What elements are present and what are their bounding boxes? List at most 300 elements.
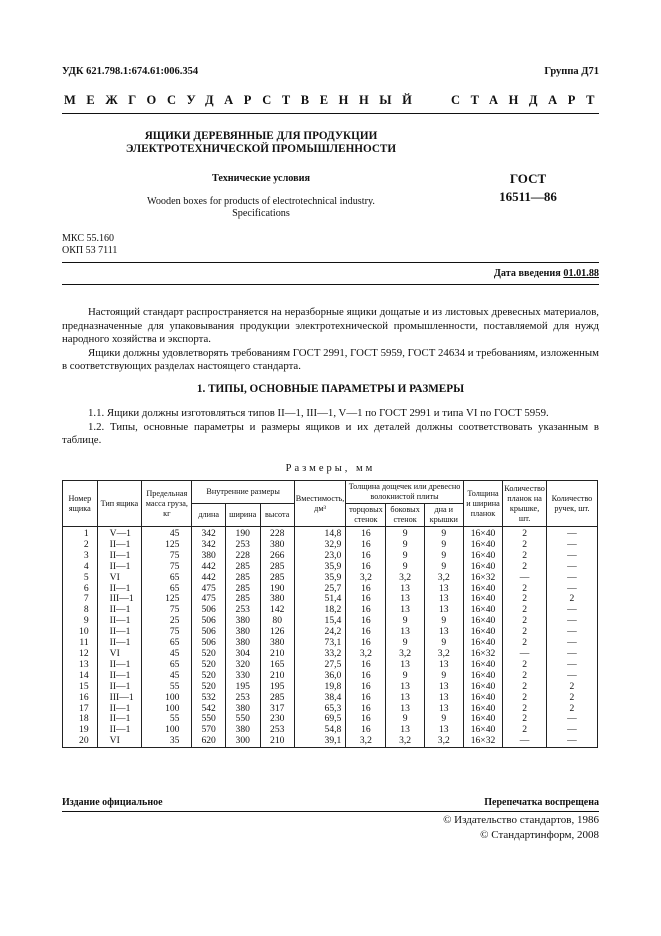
- cell-height: 195: [260, 682, 294, 693]
- copyright-2: © Стандартинформ, 2008: [480, 829, 599, 841]
- cell-length: 506: [192, 605, 225, 616]
- title-line-1: ЯЩИКИ ДЕРЕВЯННЫЕ ДЛЯ ПРОДУКЦИИ: [144, 130, 378, 142]
- cell-bottom-lid: 13: [424, 584, 463, 595]
- okp-code: ОКП 53 7111: [62, 245, 118, 256]
- cell-height: 317: [260, 704, 294, 715]
- cell-type: II—1: [97, 704, 142, 715]
- section-1-title: 1. ТИПЫ, ОСНОВНЫЕ ПАРАМЕТРЫ И РАЗМЕРЫ: [196, 383, 465, 395]
- table-row: [63, 736, 598, 747]
- cell-bottom-lid: 9: [424, 638, 463, 649]
- cell-handles: —: [546, 527, 597, 540]
- header-handles: Количество ручек, шт.: [546, 481, 597, 527]
- cell-lid-planks: 2: [503, 638, 547, 649]
- cell-volume: 14,8: [294, 527, 346, 540]
- cell-mass: 65: [142, 638, 192, 649]
- cell-mass: 55: [142, 682, 192, 693]
- cell-side-wall: 13: [386, 725, 424, 736]
- intro-paragraph-1: Настоящий стандарт распространяется на неразборные ящики дощатые и из листовых древесных материалов, предназначенные для упаковывания продукции электротехнической промышленности, поставляемой для нужд народного хозяйства и экспорта.: [62, 306, 599, 345]
- cell-handles: —: [546, 671, 597, 682]
- cell-side-wall: 13: [386, 627, 424, 638]
- classification-codes: [62, 233, 117, 257]
- cell-height: 266: [260, 551, 294, 562]
- codes-rule: [62, 262, 599, 263]
- cell-volume: 39,1: [294, 736, 346, 747]
- cell-type: II—1: [97, 605, 142, 616]
- cell-handles: —: [546, 725, 597, 736]
- cell-volume: 35,9: [294, 573, 346, 584]
- cell-width: 380: [225, 638, 260, 649]
- cell-height: 190: [260, 584, 294, 595]
- cell-plank-size: 16×40: [463, 704, 503, 715]
- header-end-walls: торцовых стенок: [346, 504, 386, 527]
- copyright-1: © Издательство стандартов, 1986: [443, 814, 599, 826]
- header-side-walls: боковых стенок: [386, 504, 424, 527]
- cell-handles: —: [546, 573, 597, 584]
- cell-volume: 27,5: [294, 660, 346, 671]
- cell-volume: 38,4: [294, 693, 346, 704]
- cell-volume: 35,9: [294, 562, 346, 573]
- cell-bottom-lid: 9: [424, 527, 463, 540]
- cell-volume: 18,2: [294, 605, 346, 616]
- cell-type: VI: [97, 649, 142, 660]
- group-code: Группа Д71: [544, 66, 599, 77]
- cell-side-wall: 13: [386, 693, 424, 704]
- cell-number: 14: [63, 671, 98, 682]
- cell-plank-size: 16×40: [463, 627, 503, 638]
- cell-height: 142: [260, 605, 294, 616]
- cell-number: 11: [63, 638, 98, 649]
- cell-type: II—1: [97, 562, 142, 573]
- cell-height: 380: [260, 540, 294, 551]
- cell-bottom-lid: 9: [424, 562, 463, 573]
- table-row: [63, 562, 598, 573]
- cell-type: II—1: [97, 584, 142, 595]
- cell-length: 442: [192, 573, 225, 584]
- cell-lid-planks: 2: [503, 616, 547, 627]
- cell-width: 253: [225, 540, 260, 551]
- header-volume: Вместимость, дм³: [294, 481, 346, 527]
- cell-width: 253: [225, 605, 260, 616]
- header-plank-size: Толщина и ширина планок: [463, 481, 503, 527]
- intro-date-value: 01.01.88: [563, 268, 599, 279]
- cell-bottom-lid: 9: [424, 714, 463, 725]
- cell-type: II—1: [97, 682, 142, 693]
- cell-type: II—1: [97, 725, 142, 736]
- cell-length: 475: [192, 594, 225, 605]
- cell-handles: —: [546, 605, 597, 616]
- cell-handles: 2: [546, 693, 597, 704]
- cell-number: 9: [63, 616, 98, 627]
- cell-end-wall: 16: [346, 671, 386, 682]
- cell-bottom-lid: 3,2: [424, 736, 463, 747]
- header-mass: Предельная масса груза, кг: [142, 481, 192, 527]
- cell-width: 190: [225, 527, 260, 540]
- cell-type: V—1: [97, 527, 142, 540]
- cell-side-wall: 13: [386, 605, 424, 616]
- cell-plank-size: 16×40: [463, 714, 503, 725]
- cell-width: 380: [225, 616, 260, 627]
- cell-end-wall: 16: [346, 704, 386, 715]
- cell-height: 380: [260, 594, 294, 605]
- cell-lid-planks: —: [503, 649, 547, 660]
- cell-lid-planks: 2: [503, 594, 547, 605]
- cell-number: 1: [63, 527, 98, 540]
- document-title: [62, 130, 460, 156]
- header-rule: [62, 113, 599, 114]
- cell-number: 3: [63, 551, 98, 562]
- cell-end-wall: 16: [346, 562, 386, 573]
- table-row: [63, 527, 598, 540]
- clause-1-1: 1.1. Ящики должны изготовляться типов II—1, III—1, V—1 по ГОСТ 2991 и типа VI по ГОСТ 5959.: [88, 407, 549, 419]
- cell-mass: 55: [142, 714, 192, 725]
- cell-width: 330: [225, 671, 260, 682]
- cell-plank-size: 16×32: [463, 649, 503, 660]
- cell-mass: 35: [142, 736, 192, 747]
- cell-end-wall: 16: [346, 540, 386, 551]
- cell-end-wall: 16: [346, 551, 386, 562]
- cell-mass: 100: [142, 725, 192, 736]
- cell-mass: 65: [142, 584, 192, 595]
- cell-bottom-lid: 13: [424, 660, 463, 671]
- cell-height: 210: [260, 649, 294, 660]
- title-line-2: ЭЛЕКТРОТЕХНИЧЕСКОЙ ПРОМЫШЛЕННОСТИ: [125, 143, 397, 155]
- cell-handles: —: [546, 627, 597, 638]
- reprint-notice: Перепечатка воспрещена: [484, 797, 599, 808]
- cell-width: 195: [225, 682, 260, 693]
- cell-side-wall: 13: [386, 682, 424, 693]
- cell-handles: —: [546, 638, 597, 649]
- cell-bottom-lid: 9: [424, 616, 463, 627]
- cell-end-wall: 16: [346, 616, 386, 627]
- cell-lid-planks: 2: [503, 660, 547, 671]
- cell-mass: 75: [142, 551, 192, 562]
- cell-type: III—1: [97, 594, 142, 605]
- cell-number: 7: [63, 594, 98, 605]
- cell-width: 304: [225, 649, 260, 660]
- cell-width: 320: [225, 660, 260, 671]
- cell-bottom-lid: 13: [424, 725, 463, 736]
- table-row: [63, 693, 598, 704]
- cell-type: VI: [97, 573, 142, 584]
- cell-bottom-lid: 9: [424, 671, 463, 682]
- cell-number: 8: [63, 605, 98, 616]
- cell-volume: 25,7: [294, 584, 346, 595]
- cell-number: 2: [63, 540, 98, 551]
- cell-mass: 75: [142, 627, 192, 638]
- cell-mass: 65: [142, 573, 192, 584]
- cell-lid-planks: 2: [503, 562, 547, 573]
- cell-number: 16: [63, 693, 98, 704]
- cell-side-wall: 3,2: [386, 736, 424, 747]
- gost-block: [478, 170, 578, 206]
- cell-bottom-lid: 13: [424, 594, 463, 605]
- cell-width: 285: [225, 594, 260, 605]
- cell-side-wall: 9: [386, 562, 424, 573]
- cell-width: 300: [225, 736, 260, 747]
- cell-end-wall: 3,2: [346, 736, 386, 747]
- cell-end-wall: 16: [346, 638, 386, 649]
- section-1-text: [62, 407, 599, 448]
- cell-bottom-lid: 3,2: [424, 649, 463, 660]
- cell-handles: —: [546, 551, 597, 562]
- mks-code: МКС 55.160: [62, 233, 114, 244]
- cell-side-wall: 13: [386, 660, 424, 671]
- cell-mass: 25: [142, 616, 192, 627]
- table-row: [63, 573, 598, 584]
- cell-type: II—1: [97, 671, 142, 682]
- header-bottom-lid: дна и крышки: [424, 504, 463, 527]
- cell-lid-planks: —: [503, 736, 547, 747]
- cell-volume: 33,2: [294, 649, 346, 660]
- cell-number: 5: [63, 573, 98, 584]
- intro-paragraph-2: Ящики должны удовлетворять требованиям ГОСТ 2991, ГОСТ 5959, ГОСТ 24634 и требованиям, изложенным в соответствующих разделах настоящего стандарта.: [62, 346, 599, 372]
- cell-number: 4: [63, 562, 98, 573]
- cell-end-wall: 16: [346, 714, 386, 725]
- cell-bottom-lid: 13: [424, 704, 463, 715]
- cell-plank-size: 16×40: [463, 671, 503, 682]
- cell-mass: 125: [142, 594, 192, 605]
- cell-lid-planks: —: [503, 573, 547, 584]
- cell-handles: —: [546, 616, 597, 627]
- cell-side-wall: 9: [386, 551, 424, 562]
- cell-end-wall: 16: [346, 660, 386, 671]
- cell-volume: 73,1: [294, 638, 346, 649]
- clause-1-2: 1.2. Типы, основные параметры и размеры ящиков и их деталей должны соответствовать указанным в таблице.: [62, 420, 599, 446]
- cell-bottom-lid: 13: [424, 693, 463, 704]
- cell-mass: 45: [142, 527, 192, 540]
- cell-height: 80: [260, 616, 294, 627]
- cell-plank-size: 16×40: [463, 605, 503, 616]
- cell-volume: 19,8: [294, 682, 346, 693]
- cell-bottom-lid: 13: [424, 682, 463, 693]
- cell-bottom-lid: 3,2: [424, 573, 463, 584]
- cell-lid-planks: 2: [503, 527, 547, 540]
- cell-bottom-lid: 9: [424, 551, 463, 562]
- cell-width: 228: [225, 551, 260, 562]
- cell-end-wall: 16: [346, 725, 386, 736]
- cell-lid-planks: 2: [503, 551, 547, 562]
- cell-number: 6: [63, 584, 98, 595]
- cell-mass: 65: [142, 660, 192, 671]
- cell-end-wall: 16: [346, 584, 386, 595]
- cell-length: 342: [192, 527, 225, 540]
- cell-height: 228: [260, 527, 294, 540]
- cell-plank-size: 16×40: [463, 551, 503, 562]
- cell-height: 380: [260, 638, 294, 649]
- cell-plank-size: 16×32: [463, 736, 503, 747]
- cell-mass: 75: [142, 605, 192, 616]
- udk-code: УДК 621.798.1:674.61:006.354: [62, 66, 199, 77]
- footer-rule: [62, 811, 599, 812]
- cell-side-wall: 3,2: [386, 649, 424, 660]
- cell-number: 17: [63, 704, 98, 715]
- cell-height: 253: [260, 725, 294, 736]
- header-thickness: Толщина дощечек или древесно волокнистой плиты: [346, 481, 463, 504]
- cell-handles: 2: [546, 704, 597, 715]
- cell-end-wall: 16: [346, 527, 386, 540]
- cell-plank-size: 16×40: [463, 540, 503, 551]
- header-number: Номер ящика: [63, 481, 98, 527]
- intro-text: [62, 306, 599, 374]
- cell-volume: 54,8: [294, 725, 346, 736]
- table-body: [63, 527, 598, 748]
- cell-length: 506: [192, 627, 225, 638]
- cell-length: 342: [192, 540, 225, 551]
- cell-handles: —: [546, 649, 597, 660]
- cell-end-wall: 16: [346, 605, 386, 616]
- cell-plank-size: 16×40: [463, 660, 503, 671]
- subtitle: Технические условия: [211, 173, 311, 184]
- cell-width: 253: [225, 693, 260, 704]
- cell-width: 285: [225, 573, 260, 584]
- cell-side-wall: 9: [386, 671, 424, 682]
- cell-lid-planks: 2: [503, 671, 547, 682]
- date-rule: [62, 284, 599, 285]
- cell-height: 165: [260, 660, 294, 671]
- header-inner-dimensions: Внутренние размеры: [192, 481, 294, 504]
- cell-length: 520: [192, 649, 225, 660]
- cell-number: 20: [63, 736, 98, 747]
- gost-number: 16511—86: [499, 189, 557, 204]
- cell-lid-planks: 2: [503, 584, 547, 595]
- cell-mass: 100: [142, 704, 192, 715]
- cell-number: 15: [63, 682, 98, 693]
- cell-handles: 2: [546, 682, 597, 693]
- cell-bottom-lid: 13: [424, 605, 463, 616]
- cell-side-wall: 13: [386, 594, 424, 605]
- cell-width: 380: [225, 704, 260, 715]
- official-edition: Издание официальное: [62, 797, 163, 808]
- cell-handles: —: [546, 660, 597, 671]
- cell-side-wall: 9: [386, 714, 424, 725]
- cell-plank-size: 16×40: [463, 638, 503, 649]
- cell-handles: —: [546, 562, 597, 573]
- cell-width: 285: [225, 584, 260, 595]
- cell-lid-planks: 2: [503, 704, 547, 715]
- cell-lid-planks: 2: [503, 693, 547, 704]
- cell-type: II—1: [97, 638, 142, 649]
- cell-volume: 65,3: [294, 704, 346, 715]
- cell-mass: 100: [142, 693, 192, 704]
- cell-end-wall: 16: [346, 594, 386, 605]
- cell-length: 506: [192, 616, 225, 627]
- cell-length: 520: [192, 682, 225, 693]
- cell-type: III—1: [97, 693, 142, 704]
- cell-number: 18: [63, 714, 98, 725]
- cell-plank-size: 16×40: [463, 584, 503, 595]
- header-type: Тип ящика: [97, 481, 142, 527]
- cell-plank-size: 16×40: [463, 725, 503, 736]
- header-width: ширина: [225, 504, 260, 527]
- intro-date-label: Дата введения: [493, 268, 561, 279]
- header-length: длина: [192, 504, 225, 527]
- cell-volume: 36,0: [294, 671, 346, 682]
- cell-width: 550: [225, 714, 260, 725]
- cell-volume: 23,0: [294, 551, 346, 562]
- cell-type: II—1: [97, 540, 142, 551]
- cell-lid-planks: 2: [503, 627, 547, 638]
- cell-lid-planks: 2: [503, 540, 547, 551]
- cell-plank-size: 16×40: [463, 527, 503, 540]
- cell-lid-planks: 2: [503, 682, 547, 693]
- cell-type: II—1: [97, 627, 142, 638]
- cell-height: 285: [260, 693, 294, 704]
- cell-width: 380: [225, 725, 260, 736]
- cell-type: II—1: [97, 551, 142, 562]
- cell-volume: 24,2: [294, 627, 346, 638]
- cell-type: II—1: [97, 616, 142, 627]
- cell-length: 475: [192, 584, 225, 595]
- cell-lid-planks: 2: [503, 714, 547, 725]
- cell-side-wall: 13: [386, 704, 424, 715]
- cell-type: II—1: [97, 714, 142, 725]
- cell-mass: 125: [142, 540, 192, 551]
- cell-handles: —: [546, 584, 597, 595]
- cell-end-wall: 16: [346, 693, 386, 704]
- cell-side-wall: 3,2: [386, 573, 424, 584]
- cell-handles: —: [546, 736, 597, 747]
- cell-height: 210: [260, 671, 294, 682]
- cell-length: 520: [192, 671, 225, 682]
- cell-type: VI: [97, 736, 142, 747]
- cell-end-wall: 16: [346, 627, 386, 638]
- english-line-1: Wooden boxes for products of electrotechnical industry.: [147, 196, 375, 207]
- dimensions-table: [62, 480, 598, 748]
- cell-height: 210: [260, 736, 294, 747]
- table-row: [63, 682, 598, 693]
- cell-plank-size: 16×32: [463, 573, 503, 584]
- cell-length: 542: [192, 704, 225, 715]
- cell-bottom-lid: 13: [424, 627, 463, 638]
- cell-length: 380: [192, 551, 225, 562]
- cell-plank-size: 16×40: [463, 594, 503, 605]
- gost-label: ГОСТ: [509, 171, 547, 186]
- cell-end-wall: 16: [346, 682, 386, 693]
- cell-side-wall: 9: [386, 540, 424, 551]
- cell-height: 285: [260, 562, 294, 573]
- header-height: высота: [260, 504, 294, 527]
- cell-handles: —: [546, 540, 597, 551]
- cell-mass: 75: [142, 562, 192, 573]
- cell-height: 126: [260, 627, 294, 638]
- intro-date: [494, 268, 599, 279]
- cell-length: 520: [192, 660, 225, 671]
- banner-left: МЕЖГОСУДАРСТВЕННЫЙ: [64, 93, 423, 107]
- cell-volume: 51,4: [294, 594, 346, 605]
- cell-lid-planks: 2: [503, 605, 547, 616]
- cell-length: 620: [192, 736, 225, 747]
- cell-volume: 69,5: [294, 714, 346, 725]
- cell-plank-size: 16×40: [463, 616, 503, 627]
- cell-end-wall: 3,2: [346, 649, 386, 660]
- cell-handles: 2: [546, 594, 597, 605]
- banner-right: СТАНДАРТ: [451, 93, 606, 107]
- cell-number: 10: [63, 627, 98, 638]
- cell-length: 570: [192, 725, 225, 736]
- cell-number: 12: [63, 649, 98, 660]
- cell-number: 13: [63, 660, 98, 671]
- cell-bottom-lid: 9: [424, 540, 463, 551]
- cell-plank-size: 16×40: [463, 693, 503, 704]
- cell-handles: —: [546, 714, 597, 725]
- cell-length: 442: [192, 562, 225, 573]
- header-lid-planks: Количество планок на крышке, шт.: [503, 481, 547, 527]
- cell-side-wall: 9: [386, 616, 424, 627]
- cell-mass: 45: [142, 671, 192, 682]
- cell-plank-size: 16×40: [463, 562, 503, 573]
- table-caption: Размеры, мм: [285, 463, 376, 474]
- cell-length: 506: [192, 638, 225, 649]
